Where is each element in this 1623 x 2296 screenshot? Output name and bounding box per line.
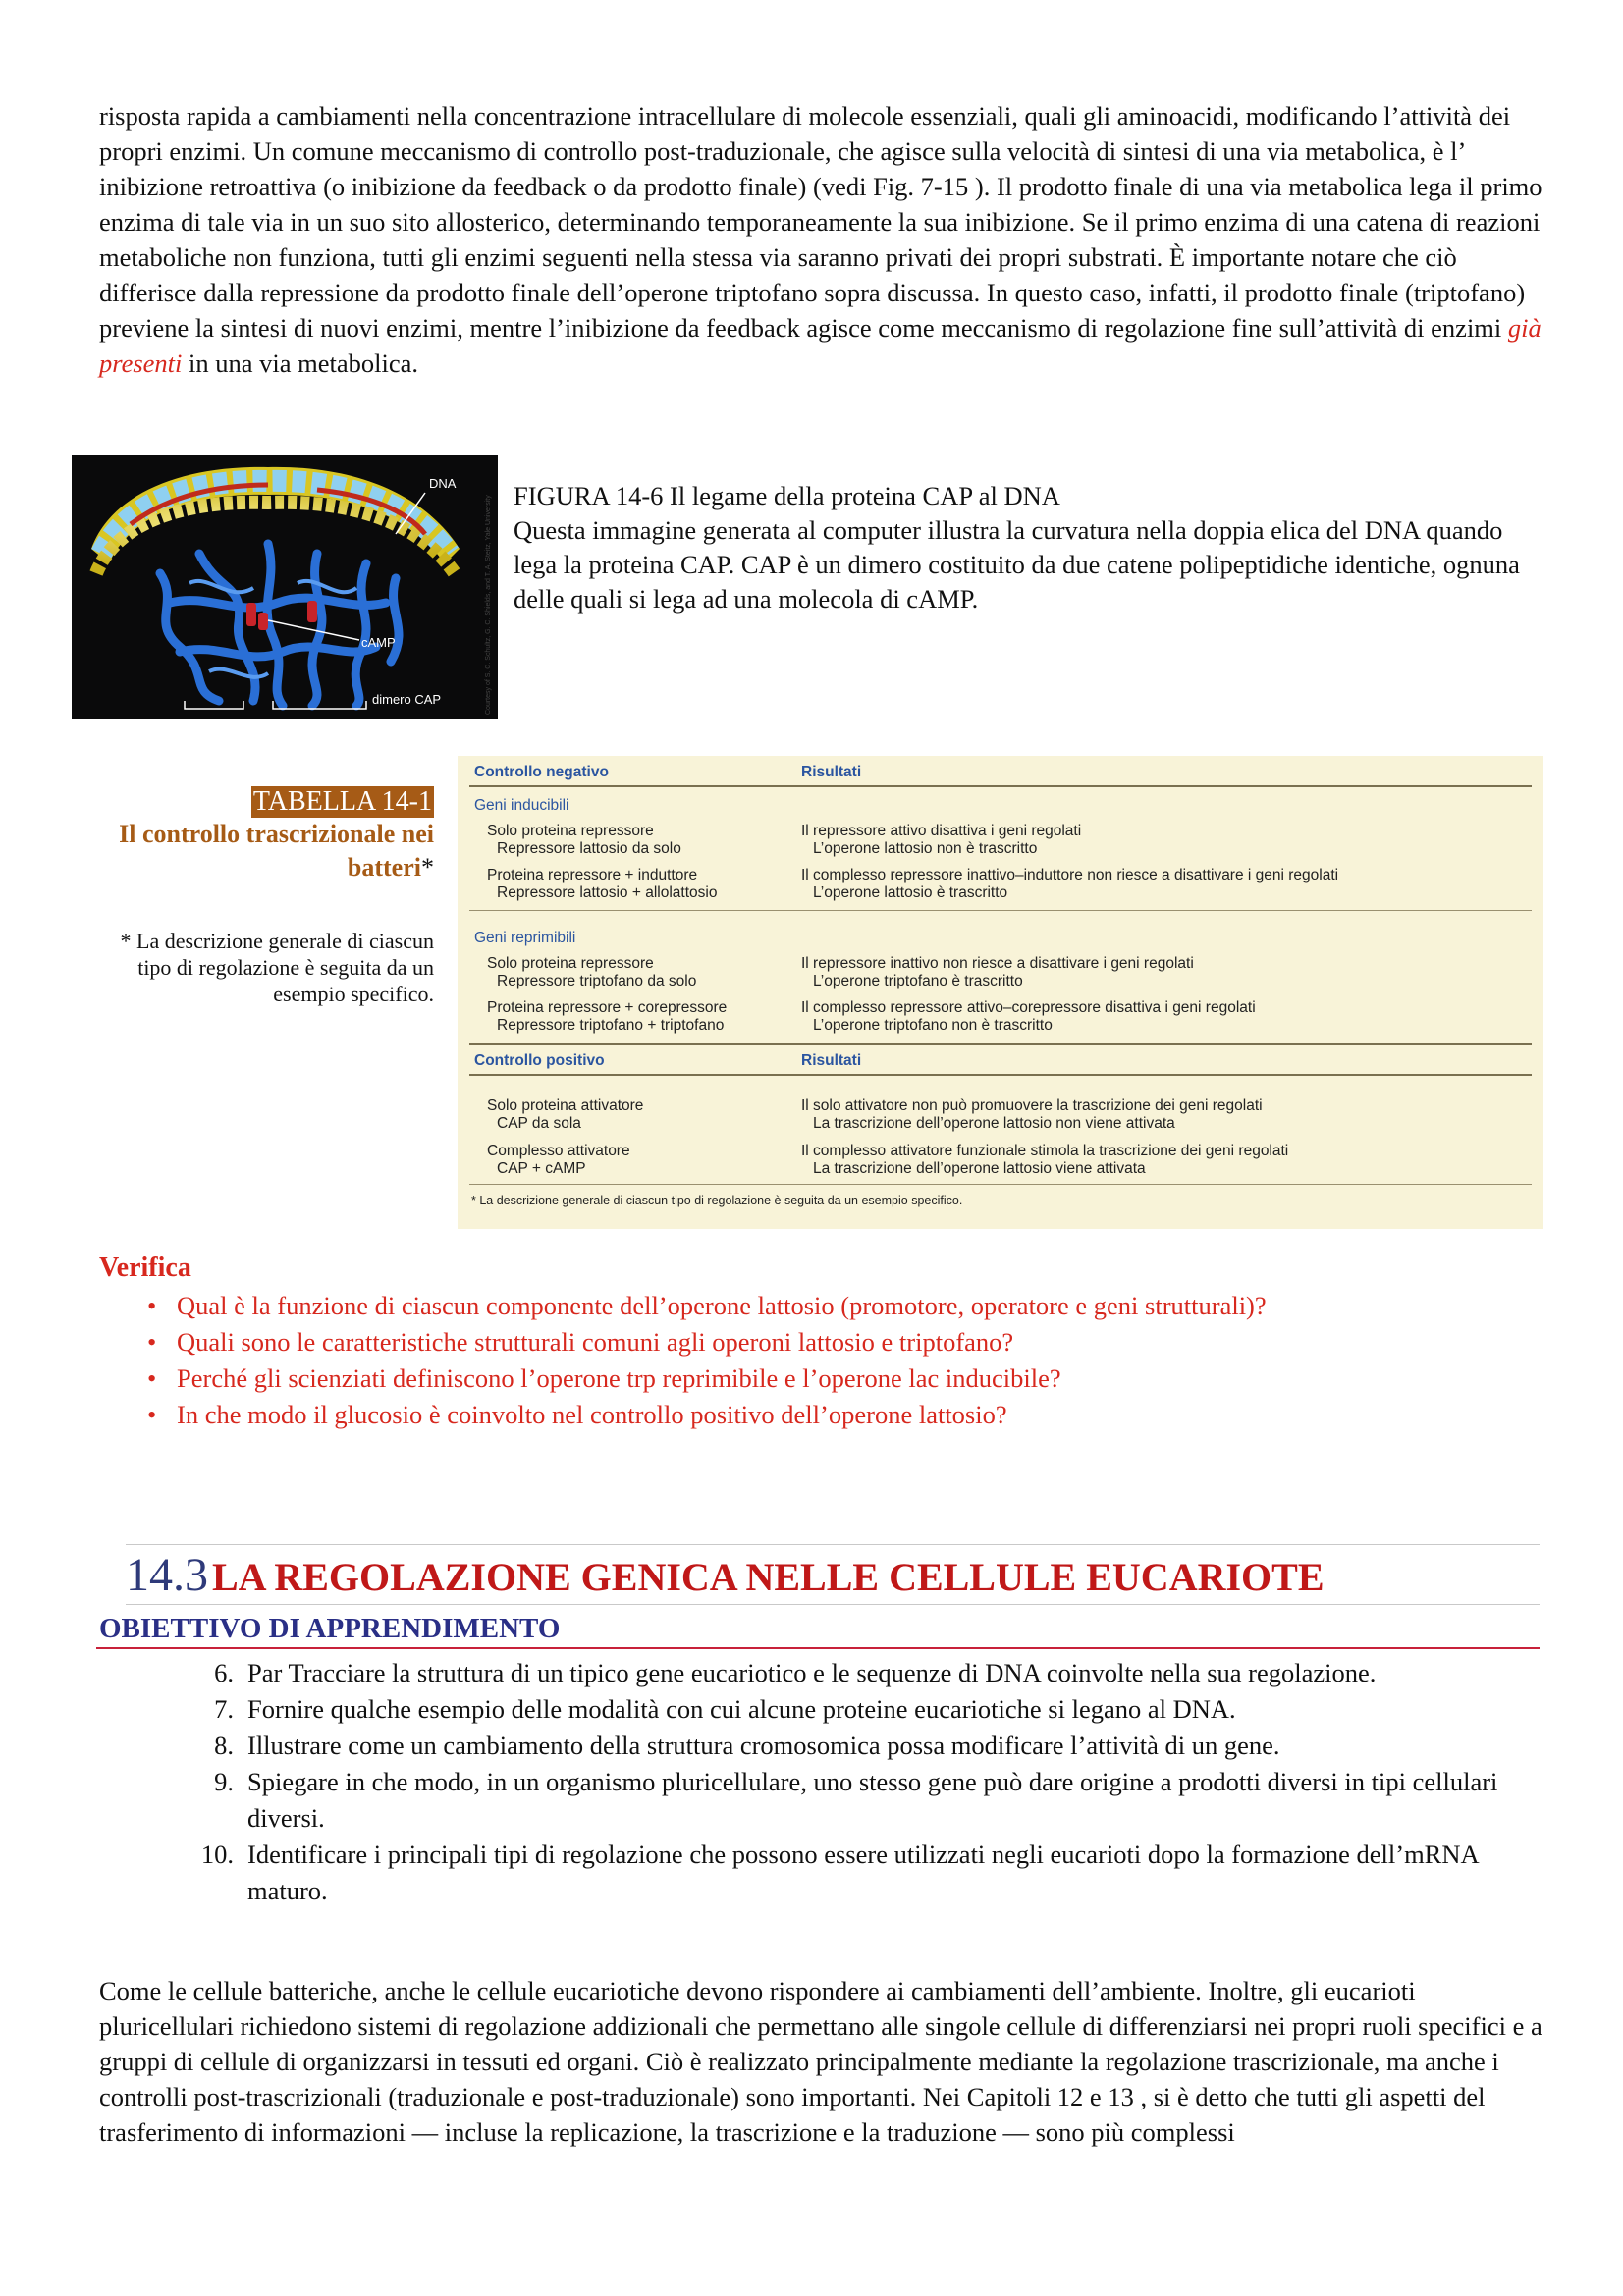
- table-cell: L’operone lattosio è trascritto: [813, 884, 1008, 901]
- intro-text: risposta rapida a cambiamenti nella concentrazione intracellulare di molecole essenziali, quali gli aminoacidi, modificando l’attività dei propri enzimi. Un comune meccanismo di controllo post-traduzionale, che agisce sulla velocità di sintesi di una via metabolica, è l’ inibizione retroattiva (o inibizione da feedback o da prodotto finale) (vedi Fig. 7-15 ). Il prodotto finale di una via metabolica lega il primo enzima di tale via in un suo sito allosterico, determinando temporaneamente la sua inibizione. Se il primo enzima di una catena di reazioni metaboliche non funziona, tutti gli enzimi seguenti nella stessa via saranno privati dei propri substrati. È importante notare che ciò differisce dalla repressione da prodotto finale dell’operone triptofano sopra discussa. In questo caso, infatti, il prodotto finale (triptofano) previene la sintesi di nuovi enzimi, mentre l’inibizione da feedback agisce come meccanismo di regolazione fine sull’attività di enzimi: [99, 101, 1542, 343]
- section-rule-top: [126, 1544, 1540, 1545]
- table-cell: L’operone triptofano è trascritto: [813, 973, 1023, 989]
- col-negative-control: Controllo negativo: [474, 764, 609, 780]
- table-title: Il controllo trascrizionale nei batteri*: [119, 820, 434, 881]
- table-cell: Repressore triptofano da solo: [497, 973, 697, 989]
- table-cell: Il complesso repressore attivo–corepressore disattiva i geni regolati: [801, 999, 1256, 1016]
- section-heading: [126, 1551, 1325, 1611]
- table-cell: Il solo attivatore non può promuovere la trascrizione dei geni regolati: [801, 1097, 1263, 1114]
- table-cell: Complesso attivatore: [487, 1143, 630, 1159]
- objective-item: 10. Identificare i principali tipi di regolazione che possono essere utilizzati negli eucarioti dopo la formazione dell’mRNA maturo.: [200, 1840, 1479, 1905]
- table-cell: Repressore lattosio + allolattosio: [497, 884, 718, 901]
- col-results: Risultati: [801, 764, 862, 780]
- table-cell: CAP + cAMP: [497, 1160, 586, 1177]
- objective-item: 9. Spiegare in che modo, in un organismo pluricellulare, uno stesso gene può dare origine a prodotti diversi in tipi cellulari diversi.: [214, 1767, 1498, 1833]
- table-cell: Solo proteina repressore: [487, 955, 654, 972]
- section-title: LA REGOLAZIONE GENICA NELLE CELLULE EUCARIOTE: [212, 1555, 1325, 1599]
- inducible-genes-title: Geni inducibili: [474, 797, 569, 814]
- figure-caption-title: FIGURA 14-6 Il legame della proteina CAP al DNA: [514, 481, 1060, 510]
- table-cell: Solo proteina repressore: [487, 823, 654, 839]
- col-positive-control: Controllo positivo: [474, 1052, 605, 1069]
- table-cell: Il complesso attivatore funzionale stimola la trascrizione dei geni regolati: [801, 1143, 1289, 1159]
- cap-dna-illustration: [72, 455, 498, 719]
- table-side-note: * La descrizione generale di ciascun tipo di regolazione è seguita da un esempio specifico.: [120, 929, 434, 1006]
- table-cell: L’operone lattosio non è trascritto: [813, 840, 1038, 857]
- svg-text:Courtesy of S. C. Schultz, G.: Courtesy of S. C. Schultz, G. C. Shields, and T. A. Steitz, Yale University: [485, 495, 492, 715]
- table-label: TABELLA 14-1: [252, 786, 432, 817]
- verifica-title: Verifica: [99, 1253, 191, 1283]
- verifica-item: • In che modo il glucosio è coinvolto nel controllo positivo dell’operone lattosio?: [147, 1397, 1522, 1433]
- table-cell: La trascrizione dell’operone lattosio non viene attivata: [813, 1115, 1175, 1132]
- repressible-genes-title: Geni reprimibili: [474, 930, 576, 946]
- section-rule-bottom: [126, 1604, 1540, 1605]
- table-cell: L’operone triptofano non è trascritto: [813, 1017, 1053, 1034]
- col-results-2: Risultati: [801, 1052, 862, 1069]
- figure-label-dimer: dimero CAP: [372, 692, 442, 707]
- intro-paragraph: [99, 98, 1542, 381]
- table-cell: Proteina repressore + corepressore: [487, 999, 728, 1016]
- closing-paragraph: Come le cellule batteriche, anche le cellule eucariotiche devono rispondere ai cambiamenti dell’ambiente. Inoltre, gli eucarioti pluricellulari richiedono sistemi di regolazione addizionali che permettano alle singole cellule di differenziarsi nei propri ruoli specifici e a gruppi di cellule di organizzarsi in tessuti ed organi. Ciò è realizzato principalmente mediante la regolazione trascrizionale, ma anche i controlli post-trascrizionali (traduzionale e post-traduzionale) sono importanti. Nei Capitoli 12 e 13 , si è detto che tutti gli aspetti del trasferimento di informazioni — incluse la replicazione, la trascrizione e la traduzione — sono più complessi: [99, 1976, 1542, 2147]
- objectives-title: OBIETTIVO DI APPRENDIMENTO: [99, 1613, 561, 1644]
- objective-item: 7. Fornire qualche esempio delle modalità con cui alcune proteine eucariotiche si legano al DNA.: [214, 1694, 1236, 1724]
- section-number: 14.3: [126, 1549, 208, 1601]
- intro-text-end: in una via metabolica.: [182, 348, 419, 378]
- table-cell: La trascrizione dell’operone lattosio viene attivata: [813, 1160, 1146, 1177]
- table-cell: Proteina repressore + induttore: [487, 867, 698, 883]
- figure-credit: [478, 461, 496, 719]
- table-rule: [469, 1184, 1532, 1185]
- table-cell: CAP da sola: [497, 1115, 581, 1132]
- figure-label-camp: cAMP: [361, 635, 396, 650]
- intro-emphasis: già presenti: [99, 313, 1542, 378]
- table-cell: Repressore lattosio da solo: [497, 840, 681, 857]
- objectives-rule: [96, 1647, 1540, 1649]
- table-footnote: * La descrizione generale di ciascun tipo di regolazione è seguita da un esempio specifico.: [471, 1194, 963, 1207]
- table-cell: Solo proteina attivatore: [487, 1097, 644, 1114]
- figure-caption: [514, 479, 1525, 616]
- verifica-item: • Qual è la funzione di ciascun componente dell’operone lattosio (promotore, operatore e geni strutturali)?: [147, 1288, 1522, 1324]
- cap-dna-figure: [72, 455, 498, 719]
- verifica-list: [147, 1288, 1522, 1433]
- verifica-item: • Perché gli scienziati definiscono l’operone trp reprimibile e l’operone lac inducibile?: [147, 1361, 1522, 1397]
- figure-caption-body: Questa immagine generata al computer illustra la curvatura nella doppia elica del DNA quando lega la proteina CAP. CAP è un dimero costituito da due catene polipeptidiche identiche, ognuna delle quali si lega ad una molecola di cAMP.: [514, 515, 1520, 614]
- table-rule: [469, 1074, 1532, 1076]
- objective-item: 8. Illustrare come un cambiamento della struttura cromosomica possa modificare l’attività di un gene.: [214, 1731, 1280, 1760]
- verifica-item: • Quali sono le caratteristiche strutturali comuni agli operoni lattosio e triptofano?: [147, 1324, 1522, 1361]
- objective-item: 6. Par Tracciare la struttura di un tipico gene eucariotico e le sequenze di DNA coinvolte nella sua regolazione.: [214, 1658, 1377, 1687]
- regulation-table: [458, 756, 1543, 1229]
- table-cell: Il repressore inattivo non riesce a disattivare i geni regolati: [801, 955, 1194, 972]
- table-rule: [469, 785, 1532, 787]
- table-cell: Repressore triptofano + triptofano: [497, 1017, 725, 1034]
- table-caption: [88, 786, 434, 884]
- table-cell: Il repressore attivo disattiva i geni regolati: [801, 823, 1082, 839]
- objectives-list: [200, 1655, 1524, 1909]
- table-rule: [469, 910, 1532, 911]
- table-rule: [469, 1043, 1532, 1045]
- figure-label-dna: DNA: [429, 476, 457, 491]
- table-cell: Il complesso repressore inattivo–induttore non riesce a disattivare i geni regolati: [801, 867, 1339, 883]
